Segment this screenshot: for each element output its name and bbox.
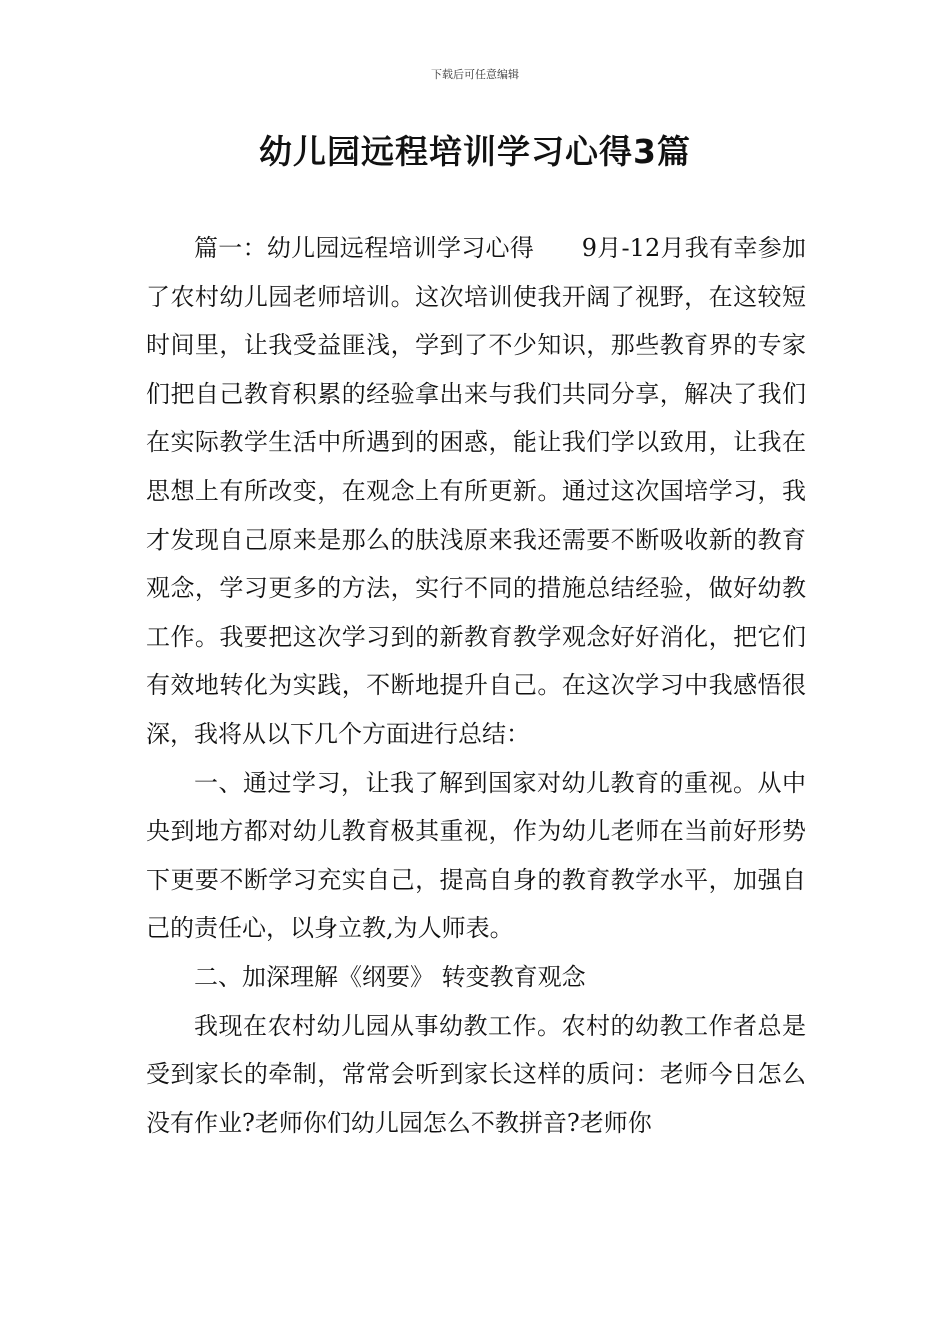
paragraph-section-one: 一、通过学习，让我了解到国家对幼儿教育的重视。从中央到地方都对幼儿教育极其重视，作为幼儿老师在当前好形势下更要不断学习充实自己，提高自身的教育教学水平，加强自己的责任心，以身立教,为人师表。 — [146, 768, 806, 943]
paragraph-section-two-heading: 二、加深理解《纲要》 转变教育观念 — [194, 962, 586, 991]
document-title: 幼儿园远程培训学习心得3篇 — [259, 132, 691, 171]
header-note: 下载后可任意编辑 — [431, 68, 519, 81]
document-body — [146, 224, 806, 1147]
paragraph-section-two-body: 我现在农村幼儿园从事幼教工作。农村的幼教工作者总是受到家长的牵制，常常会听到家长这样的质问：老师今日怎么没有作业?老师你们幼儿园怎么不教拼音?老师你 — [146, 1011, 806, 1137]
paragraph-intro: 篇一：幼儿园远程培训学习心得 9月-12月我有幸参加了农村幼儿园老师培训。这次培训使我开阔了视野，在这较短时间里，让我受益匪浅，学到了不少知识，那些教育界的专家们把自己教育积累的经验拿出来与我们共同分享，解决了我们在实际教学生活中所遇到的困惑，能让我们学以致用，让我在思想上有所改变，在观念上有所更新。通过这次国培学习，我才发现自己原来是那么的肤浅原来我还需要不断吸收新的教育观念，学习更多的方法，实行不同的措施总结经验，做好幼教工作。我要把这次学习到的新教育教学观念好好消化，把它们有效地转化为实践，不断地提升自己。在这次学习中我感悟很深，我将从以下几个方面进行总结： — [146, 234, 806, 748]
